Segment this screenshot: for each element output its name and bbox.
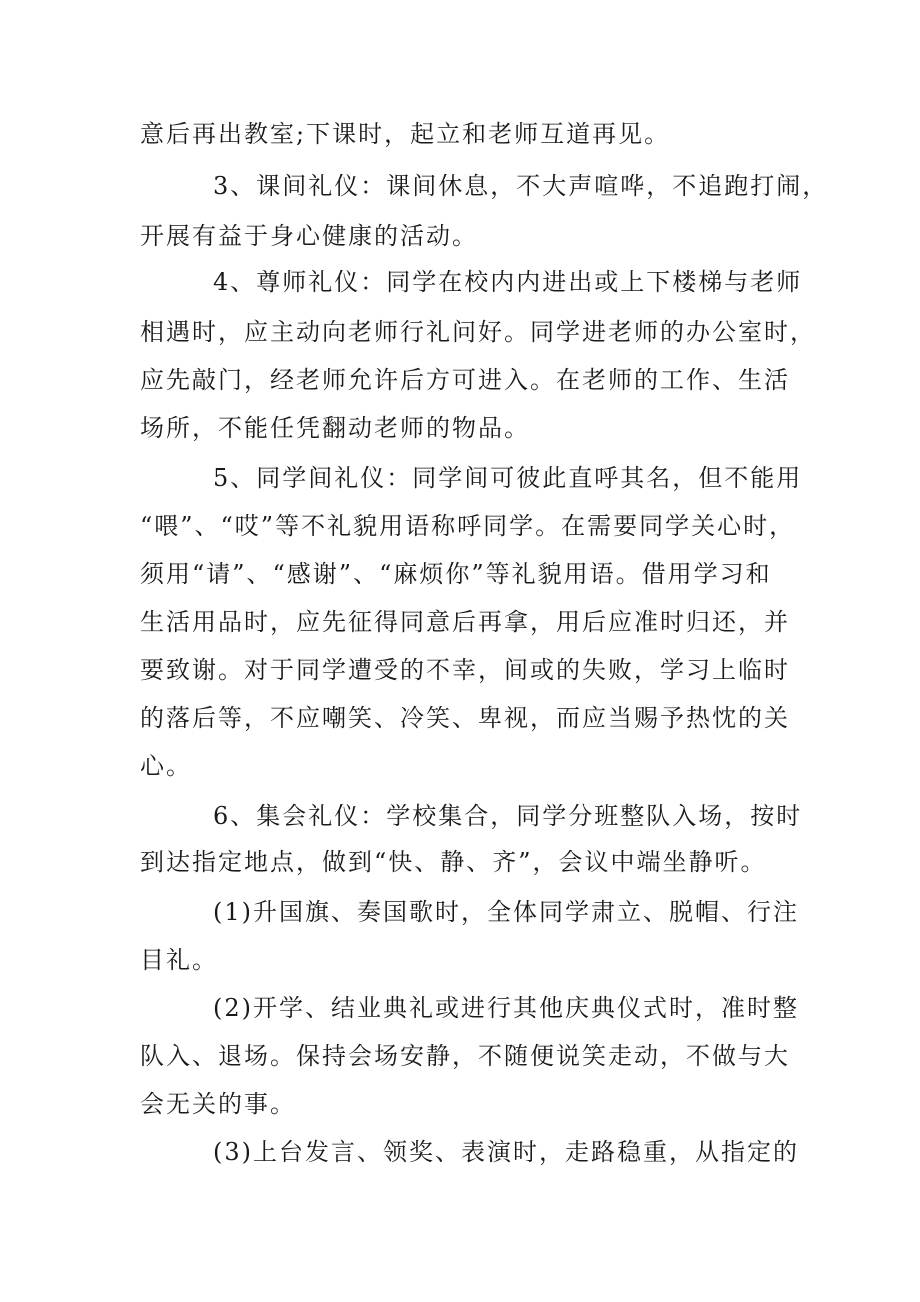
item-1-line: (1)升国旗、奏国歌时，全体同学肃立、脱帽、行注 [213,898,799,926]
paragraph-4-heading: 4、尊师礼仪：同学在校内内进出或上下楼梯与老师 [213,268,803,296]
text-line: 意后再出教室;下课时，起立和老师互道再见。 [140,120,671,148]
text-line: 应先敲门，经老师允许后方可进入。在老师的工作、生活 [140,366,790,394]
text-line: 要致谢。对于同学遭受的不幸，间或的失败，学习上临时 [140,656,790,684]
paragraph-6-heading: 6、集会礼仪：学校集合，同学分班整队入场，按时 [213,802,803,830]
text-line: 生活用品时，应先征得同意后再拿，用后应准时归还，并 [140,608,790,636]
text-line: 目礼。 [140,946,218,974]
paragraph-5-heading: 5、同学间礼仪：同学间可彼此直呼其名，但不能用 [213,464,803,492]
item-2-line: (2)开学、结业典礼或进行其他庆典仪式时，准时整 [213,994,799,1022]
text-line: 会无关的事。 [140,1090,296,1118]
text-line: 心。 [140,752,192,780]
text-line: 的落后等，不应嘲笑、冷笑、卑视，而应当赐予热忱的关 [140,704,790,732]
text-line: 到达指定地点，做到“快、静、齐”，会议中端坐静听。 [140,848,767,876]
text-line: 须用“请”、“感谢”、“麻烦你”等礼貌用语。借用学习和 [140,560,772,588]
item-3-line: (3)上台发言、领奖、表演时，走路稳重，从指定的 [213,1138,799,1166]
text-line: 相遇时，应主动向老师行礼问好。同学进老师的办公室时， [140,318,816,346]
text-line: 队入、退场。保持会场安静，不随便说笑走动，不做与大 [140,1042,790,1070]
text-line: 场所，不能任凭翻动老师的物品。 [140,414,530,442]
paragraph-3-heading: 3、课间礼仪：课间休息，不大声喧哗，不追跑打闹， [213,172,829,200]
text-line: 开展有益于身心健康的活动。 [140,222,478,250]
text-line: “喂”、“哎”等不礼貌用语称呼同学。在需要同学关心时， [140,512,796,540]
